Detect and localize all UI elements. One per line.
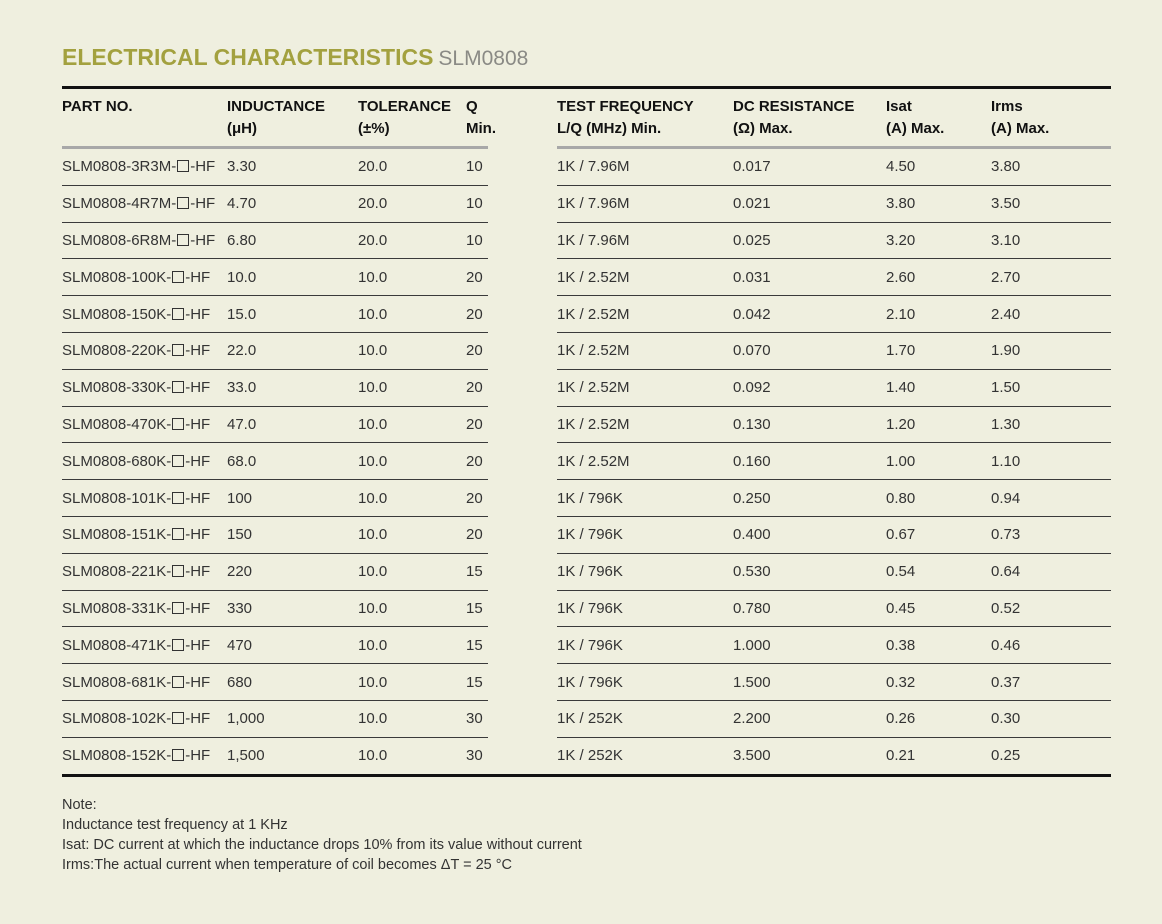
part-number-suffix: -HF [185, 415, 211, 433]
tolerance-cell: 10.0 [358, 259, 466, 296]
tolerance-cell: 10.0 [358, 627, 466, 664]
dc-resistance-cell: 0.780 [733, 590, 886, 627]
table-row [62, 443, 1111, 480]
option-box-icon [172, 565, 184, 577]
q-cell: 20 [466, 296, 488, 333]
isat-cell: 2.10 [886, 296, 991, 333]
isat-cell: 0.32 [886, 664, 991, 701]
column-header-unit: L/Q (MHz) Min. [557, 120, 662, 137]
part-number-prefix: SLM0808-100K- [62, 268, 172, 286]
part-number-prefix: SLM0808-6R8M- [62, 231, 177, 249]
inductance-cell: 6.80 [227, 222, 358, 259]
irms-cell: 3.10 [991, 222, 1111, 259]
irms-cell: 0.94 [991, 480, 1111, 517]
column-spacer [488, 590, 557, 627]
q-cell: 15 [466, 553, 488, 590]
q-cell: 20 [466, 369, 488, 406]
table-row [62, 480, 1111, 517]
option-box-icon [177, 234, 189, 246]
option-box-icon [177, 160, 189, 172]
column-spacer [488, 185, 557, 222]
part-number-suffix: -HF [185, 305, 211, 323]
q-cell: 10 [466, 148, 488, 186]
dc-resistance-cell: 0.530 [733, 553, 886, 590]
option-box-icon [177, 197, 189, 209]
column-header-unit: (μH) [227, 120, 257, 137]
column-header-inductance [227, 88, 358, 148]
tolerance-cell: 10.0 [358, 700, 466, 737]
column-spacer [488, 148, 557, 186]
column-header-test-frequency [557, 88, 733, 148]
column-header-q-min [466, 88, 496, 148]
test-frequency-cell: 1K / 796K [557, 480, 733, 517]
column-header-unit: (Ω) Max. [733, 120, 793, 137]
isat-cell: 0.45 [886, 590, 991, 627]
inductance-cell: 470 [227, 627, 358, 664]
irms-cell: 1.10 [991, 443, 1111, 480]
q-cell: 20 [466, 406, 488, 443]
part-number-cell [62, 296, 227, 333]
option-box-icon [172, 749, 184, 761]
table-row [62, 627, 1111, 664]
part-number-cell [62, 259, 227, 296]
part-number-cell [62, 443, 227, 480]
inductance-cell: 15.0 [227, 296, 358, 333]
test-frequency-cell: 1K / 796K [557, 627, 733, 664]
part-number-suffix: -HF [185, 673, 211, 691]
isat-cell: 1.40 [886, 369, 991, 406]
dc-resistance-cell: 0.070 [733, 332, 886, 369]
tolerance-cell: 10.0 [358, 516, 466, 553]
part-number-prefix: SLM0808-150K- [62, 305, 172, 323]
column-header-label: Q [466, 98, 478, 115]
column-spacer [488, 88, 557, 148]
part-number-suffix: -HF [190, 195, 216, 213]
part-number-prefix: SLM0808-330K- [62, 379, 172, 397]
inductance-cell: 68.0 [227, 443, 358, 480]
isat-cell: 0.26 [886, 700, 991, 737]
column-spacer [488, 259, 557, 296]
option-box-icon [172, 381, 184, 393]
part-number-cell [62, 406, 227, 443]
q-cell: 20 [466, 480, 488, 517]
table-row [62, 664, 1111, 701]
table-row [62, 332, 1111, 369]
irms-cell: 0.52 [991, 590, 1111, 627]
column-header-label: INDUCTANCE [227, 98, 326, 115]
q-cell: 20 [466, 443, 488, 480]
column-header-part-no [62, 88, 227, 148]
option-box-icon [172, 492, 184, 504]
part-number-suffix: -HF [185, 379, 211, 397]
part-number-cell [62, 664, 227, 701]
column-header-label: DC RESISTANCE [733, 98, 855, 115]
dc-resistance-cell: 2.200 [733, 700, 886, 737]
part-number-prefix: SLM0808-101K- [62, 489, 172, 507]
part-number-suffix: -HF [185, 342, 211, 360]
part-number-cell [62, 590, 227, 627]
irms-cell: 0.73 [991, 516, 1111, 553]
q-cell: 30 [466, 700, 488, 737]
irms-cell: 2.40 [991, 296, 1111, 333]
part-number-suffix: -HF [185, 747, 211, 765]
test-frequency-cell: 1K / 2.52M [557, 296, 733, 333]
tolerance-cell: 10.0 [358, 332, 466, 369]
electrical-characteristics-table [62, 86, 1111, 777]
part-number-suffix: -HF [185, 268, 211, 286]
inductance-cell: 220 [227, 553, 358, 590]
column-header-unit: (A) Max. [991, 120, 1050, 137]
column-header-label: TOLERANCE [358, 98, 452, 115]
part-number-cell [62, 222, 227, 259]
isat-cell: 4.50 [886, 148, 991, 186]
dc-resistance-cell: 0.130 [733, 406, 886, 443]
part-number-prefix: SLM0808-681K- [62, 673, 172, 691]
option-box-icon [172, 418, 184, 430]
inductance-cell: 47.0 [227, 406, 358, 443]
column-spacer [488, 480, 557, 517]
column-spacer [488, 222, 557, 259]
column-spacer [488, 737, 557, 775]
column-header-dc-resistance [733, 88, 886, 148]
part-number-prefix: SLM0808-4R7M- [62, 195, 177, 213]
part-number-prefix: SLM0808-471K- [62, 636, 172, 654]
irms-cell: 3.50 [991, 185, 1111, 222]
inductance-cell: 10.0 [227, 259, 358, 296]
inductance-cell: 4.70 [227, 185, 358, 222]
q-cell: 15 [466, 590, 488, 627]
dc-resistance-cell: 0.017 [733, 148, 886, 186]
tolerance-cell: 10.0 [358, 296, 466, 333]
option-box-icon [172, 712, 184, 724]
inductance-cell: 330 [227, 590, 358, 627]
inductance-cell: 33.0 [227, 369, 358, 406]
irms-cell: 1.50 [991, 369, 1111, 406]
isat-cell: 0.67 [886, 516, 991, 553]
part-number-suffix: -HF [185, 452, 211, 470]
part-number-suffix: -HF [185, 526, 211, 544]
dc-resistance-cell: 0.025 [733, 222, 886, 259]
test-frequency-cell: 1K / 252K [557, 700, 733, 737]
option-box-icon [172, 639, 184, 651]
option-box-icon [172, 528, 184, 540]
isat-cell: 0.54 [886, 553, 991, 590]
test-frequency-cell: 1K / 7.96M [557, 222, 733, 259]
tolerance-cell: 10.0 [358, 406, 466, 443]
test-frequency-cell: 1K / 252K [557, 747, 623, 765]
q-cell: 10 [466, 222, 488, 259]
note-line: Irms:The actual current when temperature of coil becomes ΔT = 25 °C [62, 857, 513, 873]
part-number-suffix: -HF [190, 231, 216, 249]
inductance-cell: 150 [227, 516, 358, 553]
table-row [62, 406, 1111, 443]
column-spacer [488, 664, 557, 701]
isat-cell: 2.60 [886, 259, 991, 296]
inductance-cell: 3.30 [227, 148, 358, 186]
q-cell: 20 [466, 332, 488, 369]
part-number-suffix: -HF [190, 158, 216, 176]
option-box-icon [172, 308, 184, 320]
part-number-suffix: -HF [185, 710, 211, 728]
part-number-cell [62, 516, 227, 553]
table-row [62, 553, 1111, 590]
column-spacer [488, 406, 557, 443]
column-header-unit: Min. [466, 120, 496, 137]
test-frequency-cell: 1K / 2.52M [557, 332, 733, 369]
column-header-irms [991, 88, 1111, 148]
test-frequency-cell: 1K / 2.52M [557, 443, 733, 480]
dc-resistance-cell: 3.500 [733, 747, 771, 765]
column-header-unit: (A) Max. [886, 120, 945, 137]
table-body [62, 148, 1111, 776]
irms-cell: 0.30 [991, 700, 1111, 737]
option-box-icon [172, 271, 184, 283]
isat-cell: 0.80 [886, 480, 991, 517]
part-number-suffix: -HF [185, 563, 211, 581]
isat-cell: 1.70 [886, 332, 991, 369]
dc-resistance-cell: 1.500 [733, 664, 886, 701]
test-frequency-cell: 1K / 796K [557, 553, 733, 590]
dc-resistance-cell: 1.000 [733, 627, 886, 664]
part-number-cell [62, 627, 227, 664]
part-number-cell [62, 700, 227, 737]
part-number-suffix: -HF [185, 636, 211, 654]
tolerance-cell: 10.0 [358, 480, 466, 517]
dc-resistance-cell: 0.400 [733, 516, 886, 553]
column-header-label: TEST FREQUENCY [557, 98, 694, 115]
irms-cell: 0.37 [991, 664, 1111, 701]
column-header-unit: (±%) [358, 120, 390, 137]
q-cell: 20 [466, 259, 488, 296]
column-header-label: Isat [886, 98, 912, 115]
isat-cell: 0.38 [886, 627, 991, 664]
column-spacer [488, 296, 557, 333]
part-number-prefix: SLM0808-102K- [62, 710, 172, 728]
column-header-label: PART NO. [62, 98, 133, 115]
table-row [62, 369, 1111, 406]
option-box-icon [172, 602, 184, 614]
table-row [62, 516, 1111, 553]
table-row [62, 148, 1111, 186]
column-spacer [488, 332, 557, 369]
tolerance-cell: 10.0 [358, 443, 466, 480]
option-box-icon [172, 676, 184, 688]
test-frequency-cell: 1K / 7.96M [557, 185, 733, 222]
tolerance-cell: 10.0 [358, 664, 466, 701]
q-cell: 30 [466, 747, 483, 765]
q-cell: 15 [466, 664, 488, 701]
title-model: SLM0808 [438, 47, 529, 70]
dc-resistance-cell: 0.042 [733, 296, 886, 333]
column-header-tolerance [358, 88, 466, 148]
tolerance-cell: 10.0 [358, 590, 466, 627]
test-frequency-cell: 1K / 796K [557, 590, 733, 627]
column-spacer [488, 443, 557, 480]
isat-cell: 0.21 [886, 747, 916, 765]
tolerance-cell: 10.0 [358, 747, 388, 765]
part-number-cell [62, 369, 227, 406]
inductance-cell: 100 [227, 480, 358, 517]
note-line: Inductance test frequency at 1 KHz [62, 817, 288, 833]
column-spacer [488, 700, 557, 737]
irms-cell: 0.64 [991, 553, 1111, 590]
part-number-prefix: SLM0808-220K- [62, 342, 172, 360]
option-box-icon [172, 455, 184, 467]
part-number-cell [62, 148, 227, 186]
isat-cell: 1.00 [886, 443, 991, 480]
q-cell: 15 [466, 627, 488, 664]
test-frequency-cell: 1K / 2.52M [557, 406, 733, 443]
tolerance-cell: 20.0 [358, 185, 466, 222]
notes [62, 795, 582, 875]
part-number-prefix: SLM0808-331K- [62, 599, 172, 617]
part-number-suffix: -HF [185, 489, 211, 507]
irms-cell: 3.80 [991, 148, 1111, 186]
irms-cell: 0.46 [991, 627, 1111, 664]
column-header-label: Irms [991, 98, 1023, 115]
inductance-cell: 680 [227, 664, 358, 701]
irms-cell: 0.25 [991, 747, 1021, 765]
irms-cell: 1.30 [991, 406, 1111, 443]
dc-resistance-cell: 0.092 [733, 369, 886, 406]
column-spacer [488, 553, 557, 590]
part-number-prefix: SLM0808-151K- [62, 526, 172, 544]
dc-resistance-cell: 0.021 [733, 185, 886, 222]
irms-cell: 1.90 [991, 332, 1111, 369]
table-row [62, 590, 1111, 627]
dc-resistance-cell: 0.031 [733, 259, 886, 296]
dc-resistance-cell: 0.250 [733, 480, 886, 517]
tolerance-cell: 10.0 [358, 553, 466, 590]
test-frequency-cell: 1K / 796K [557, 516, 733, 553]
notes-heading: Note: [62, 797, 97, 813]
note-line: Isat: DC current at which the inductance drops 10% from its value without current [62, 837, 582, 853]
inductance-cell: 1,500 [227, 747, 265, 765]
part-number-cell [62, 737, 227, 775]
tolerance-cell: 20.0 [358, 222, 466, 259]
column-header-isat [886, 88, 991, 148]
part-number-cell [62, 553, 227, 590]
title-main: ELECTRICAL CHARACTERISTICS [62, 44, 434, 70]
isat-cell: 3.20 [886, 222, 991, 259]
part-number-prefix: SLM0808-221K- [62, 563, 172, 581]
table-row [62, 700, 1111, 737]
part-number-prefix: SLM0808-470K- [62, 415, 172, 433]
table-row [62, 737, 1111, 775]
column-spacer [488, 516, 557, 553]
isat-cell: 1.20 [886, 406, 991, 443]
table-row [62, 185, 1111, 222]
column-spacer [488, 627, 557, 664]
part-number-prefix: SLM0808-680K- [62, 452, 172, 470]
part-number-prefix: SLM0808-152K- [62, 747, 172, 765]
inductance-cell: 1,000 [227, 700, 358, 737]
part-number-suffix: -HF [185, 599, 211, 617]
tolerance-cell: 20.0 [358, 148, 466, 186]
header-row [62, 88, 1111, 148]
test-frequency-cell: 1K / 7.96M [557, 148, 733, 186]
part-number-prefix: SLM0808-3R3M- [62, 158, 177, 176]
dc-resistance-cell: 0.160 [733, 443, 886, 480]
column-header-unit [62, 118, 227, 140]
column-spacer [488, 369, 557, 406]
table-row [62, 296, 1111, 333]
test-frequency-cell: 1K / 2.52M [557, 259, 733, 296]
part-number-cell [62, 332, 227, 369]
q-cell: 10 [466, 185, 488, 222]
table-row [62, 222, 1111, 259]
test-frequency-cell: 1K / 796K [557, 664, 733, 701]
isat-cell: 3.80 [886, 185, 991, 222]
option-box-icon [172, 344, 184, 356]
table-row [62, 259, 1111, 296]
part-number-cell [62, 480, 227, 517]
q-cell: 20 [466, 516, 488, 553]
section-title [62, 44, 528, 71]
test-frequency-cell: 1K / 2.52M [557, 369, 733, 406]
irms-cell: 2.70 [991, 259, 1111, 296]
tolerance-cell: 10.0 [358, 369, 466, 406]
part-number-cell [62, 185, 227, 222]
inductance-cell: 22.0 [227, 332, 358, 369]
